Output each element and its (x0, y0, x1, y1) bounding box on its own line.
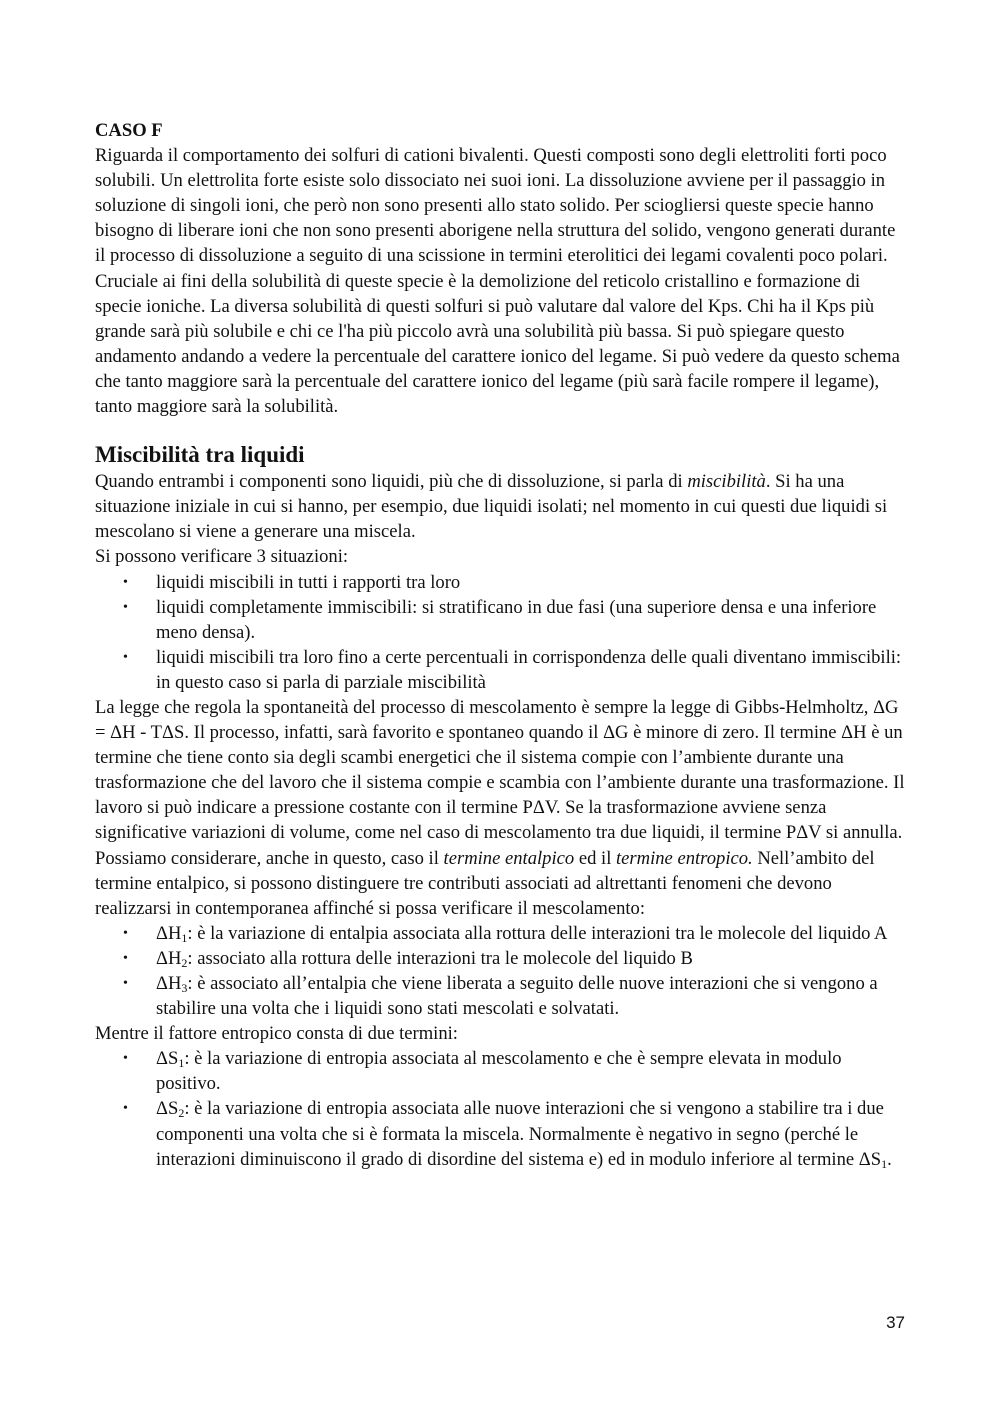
list-item-text: liquidi miscibili in tutti i rapporti tra loro (156, 571, 461, 593)
list-item (95, 1046, 907, 1096)
term-subscript: 1 (181, 930, 188, 945)
term-subscript: 2 (181, 955, 188, 970)
term-tail: . (887, 1148, 892, 1170)
bullet-icon: • (123, 925, 128, 941)
list-item-text: liquidi miscibili tra loro fino a certe percentuali in corrispondenza delle quali diventano immiscibili: in questo caso si parla di parziale miscibilità (156, 646, 902, 693)
term-symbol: ΔS (156, 1098, 179, 1120)
bullet-icon: • (123, 950, 128, 966)
list-item (95, 946, 907, 971)
situations-intro: Si possono verificare 3 situazioni: (95, 546, 349, 568)
miscibility-intro (95, 469, 907, 544)
entropy-terms-list (95, 1046, 907, 1171)
gibbs-text-end: Nell’ambito del termine entalpico, si possono distinguere tre contributi associati ad altrettanti fenomeni che devono realizzarsi in contemporanea affinché si possa verificare il mescolamento: (95, 847, 875, 919)
list-item-text: liquidi completamente immiscibili: si stratificano in due fasi (una superiore densa e una inferiore meno densa). (156, 596, 877, 643)
list-item (95, 1096, 907, 1171)
enthalpic-term-italic: termine entalpico (443, 847, 575, 869)
list-item-text: : è la variazione di entropia associata alle nuove interazioni che si vengono a stabilire tra i due componenti una volta che si è formata la miscela. Normalmente è negativo in segno (perché le interazioni diminuiscono il grado di disordine del sistema e) ed in modulo inferiore al termine ΔS (156, 1098, 884, 1170)
page-content (95, 118, 907, 1172)
caso-f-paragraph: Riguarda il comportamento dei solfuri di cationi bivalenti. Questi composti sono degli elettroliti forti poco solubili. Un elettrolita forte esiste solo dissociato nei suoi ioni. La dissoluzione avviene per il passaggio in soluzione di singoli ioni, che però non sono presenti allo stato solido. Per sciogliersi queste specie hanno bisogno di liberare ioni che non sono presenti aborigene nella struttura del solido, vengono generati durante il processo di dissoluzione a seguito di una scissione in termini eterolitici dei legami covalenti poco polari. Cruciale ai fini della solubilità di queste specie è la demolizione del reticolo cristallino e formazione di specie ioniche. La diversa solubilità di questi solfuri si può valutare dal valore del Kps. Chi ha il Kps più grande sarà più solubile e chi ce l'ha più piccolo avrà una solubilità più bassa. Si può spiegare questo andamento andando a vedere la percentuale del carattere ionico del legame. Si può vedere da questo schema che tanto maggiore sarà la percentuale del carattere ionico del legame (più sarà facile rompere il legame), tanto maggiore sarà la solubilità. (95, 145, 900, 418)
bullet-icon: • (123, 649, 128, 665)
miscibility-heading: Miscibilità tra liquidi (95, 442, 305, 468)
term-symbol: ΔH (156, 922, 182, 944)
situations-list (95, 570, 907, 695)
term-symbol: ΔS (156, 1048, 179, 1070)
caso-f-heading: CASO F (95, 120, 163, 141)
list-item-text: : è associato all’entalpia che viene liberata a seguito delle nuove interazioni che si vengono a stabilire una volta che i liquidi sono stati mescolati e solvatati. (156, 973, 878, 1020)
bullet-icon: • (123, 599, 128, 615)
list-item (95, 645, 907, 695)
list-item-text: : è la variazione di entropia associata al mescolamento e che è sempre elevata in modulo positivo. (156, 1048, 842, 1095)
term-subscript: 2 (178, 1106, 185, 1121)
enthalpy-terms-list (95, 921, 907, 1021)
term-subscript: 1 (178, 1056, 185, 1071)
term-symbol: ΔH (156, 947, 182, 969)
list-item-text: : associato alla rottura delle interazioni tra le molecole del liquido B (187, 947, 693, 969)
bullet-icon: • (123, 1051, 128, 1067)
gibbs-text: La legge che regola la spontaneità del processo di mescolamento è sempre la legge di Gibbs-Helmholtz, ΔG = ΔH - TΔS. Il processo, infatti, sarà favorito e spontaneo quando il ΔG è minore di zero. Il termine ΔH è un termine che tiene conto sia degli scambi energetici che il sistema compie con l’ambiente durante una trasformazione che del lavoro che il sistema compie e scambia con l’ambiente durante una trasformazione. Il lavoro si può indicare a pressione costante con il termine PΔV. Se la trasformazione avviene senza significative variazioni di volume, come nel caso di mescolamento tra due liquidi, il termine PΔV si annulla. Possiamo considerare, anche in questo, caso il (95, 696, 905, 869)
bullet-icon: • (123, 1101, 128, 1117)
list-item (95, 595, 907, 645)
term-tail-subscript: 1 (881, 1156, 888, 1171)
list-item (95, 921, 907, 946)
list-item (95, 971, 907, 1021)
list-item (95, 570, 907, 595)
intro-text: Quando entrambi i componenti sono liquidi, più che di dissoluzione, si parla di (95, 471, 688, 493)
entropic-term-italic: termine entropico. (616, 847, 753, 869)
intro-text-end: . Si ha una situazione iniziale in cui si hanno, per esempio, due liquidi isolati; nel momento in cui questi due liquidi si mescolano si viene a generare una miscela. (95, 471, 888, 543)
intro-italic: miscibilità (687, 471, 766, 493)
bullet-icon: • (123, 976, 128, 991)
list-item-text: : è la variazione di entalpia associata alla rottura delle interazioni tra le molecole del liquido A (187, 922, 888, 944)
bullet-icon: • (123, 574, 128, 590)
entropy-intro: Mentre il fattore entropico consta di due termini: (95, 1023, 458, 1045)
term-subscript: 3 (181, 981, 188, 995)
term-symbol: ΔH (156, 973, 182, 994)
page-number: 37 (886, 1313, 905, 1332)
gibbs-paragraph (95, 695, 907, 921)
gibbs-text-mid: ed il (574, 847, 617, 869)
